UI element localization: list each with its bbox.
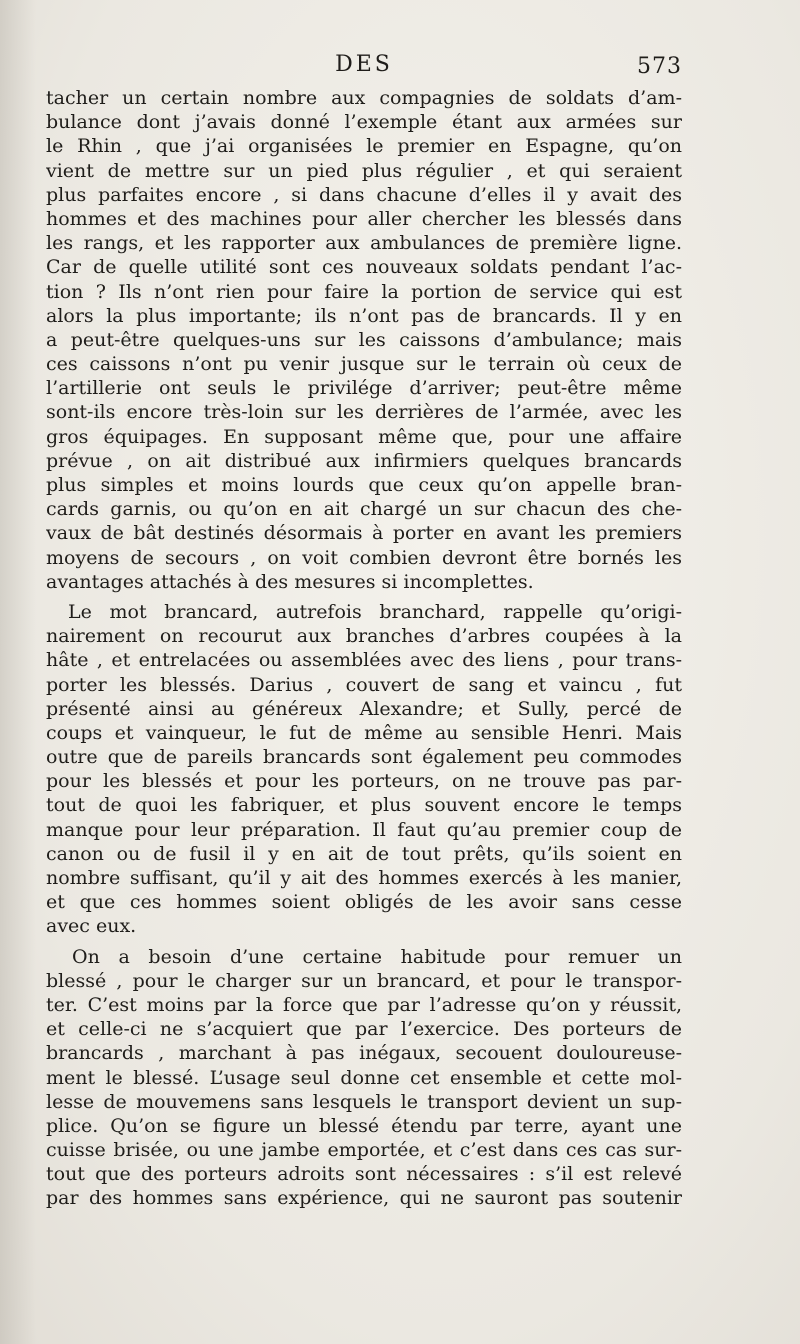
paragraph-1 [46,86,682,594]
text-line: avec eux. [46,915,137,938]
text-line: sont-ils encore très-loin sur les derrières de l’armée, avec les [46,401,682,424]
text-line: pour les blessés et pour les porteurs, on ne trouve pas par- [46,770,682,793]
text-line: brancards , marchant à pas inégaux, secouent douloureuse- [46,1042,682,1065]
text-line: hommes et des machines pour aller chercher les blessés dans [46,207,682,230]
text-line: les rangs, et les rapporter aux ambulances de première ligne. [46,232,682,255]
text-line: cards garnis, ou qu’on en ait chargé un sur chacun des che- [46,498,682,521]
text-line: l’artillerie ont seuls le privilége d’arriver; peut-être même [46,377,682,400]
text-line: porter les blessés. Darius , couvert de sang et vaincu , fut [46,673,682,696]
text-line: canon ou de fusil il y en ait de tout prêts, qu’ils soient en [46,842,682,865]
running-head-title: DES [335,52,393,77]
text-line: nombre suffisant, qu’il y ait des hommes exercés à les manier, [46,867,682,889]
text-line: le Rhin , que j’ai organisées le premier en Espagne, qu’on [46,135,682,158]
text-line: prévue , on ait distribué aux infirmiers quelques brancards [46,449,682,472]
text-line: avantages attachés à des mesures si incomplettes. [46,570,534,593]
text-line: ter. C’est moins par la force que par l’adresse qu’on y réussit, [46,993,682,1016]
text-line: vient de mettre sur un pied plus régulier , et qui seraient [46,159,682,182]
text-line: alors la plus importante; ils n’ont pas de brancards. Il y en [46,304,682,327]
text-line: bulance dont j’avais donné l’exemple étant aux armées sur [46,111,682,134]
text-line: ces caissons n’ont pu venir jusque sur le terrain où ceux de [46,353,682,376]
text-line: nairement on recourut aux branches d’arbres coupées à la [46,625,682,648]
text-line: coups et vainqueur, le fut de même au sensible Henri. Mais [46,721,682,744]
text-line: gros équipages. En supposant même que, pour une affaire [46,425,682,448]
page-number: 573 [637,54,682,79]
text-line: Car de quelle utilité sont ces nouveaux soldats pendant l’ac- [46,256,682,279]
text-line: manque pour leur préparation. Il faut qu’au premier coup de [46,818,682,841]
text-line: ment le blessé. L’usage seul donne cet ensemble et cette mol- [46,1066,682,1089]
text-line: plus parfaites encore , si dans chacune d’elles il y avait des [46,183,682,206]
text-line: moyens de secours , on voit combien devront être bornés les [46,546,682,569]
text-line: vaux de bât destinés désormais à porter en avant les premiers [46,522,682,545]
text-line: blessé , pour le charger sur un brancard, et pour le transpor- [46,969,682,992]
text-line: plus simples et moins lourds que ceux qu’on appelle bran- [46,474,682,496]
text-line: a peut-être quelques-uns sur les caissons d’ambulance; mais [46,328,682,351]
text-line: tacher un certain nombre aux compagnies de soldats d’am- [46,87,682,109]
text-line: présenté ainsi au généreux Alexandre; et Sully, percé de [46,697,682,720]
text-line: tout de quoi les fabriquer, et plus souvent encore le temps [46,794,682,817]
text-line: tout que des porteurs adroits sont nécessaires : s’il est relevé [46,1163,682,1186]
text-line: Le mot brancard, autrefois branchard, rappelle qu’origi- [68,600,682,623]
body-text [46,86,682,1211]
running-head [46,52,682,86]
paragraph-3 [46,945,682,1211]
text-line: lesse de mouvemens sans lesquels le transport devient un sup- [46,1090,682,1113]
paragraph-2 [46,600,682,939]
text-line: plice. Qu’on se figure un blessé étendu par terre, ayant une [46,1114,682,1137]
text-line: et que ces hommes soient obligés de les avoir sans cesse [46,891,682,914]
text-line: hâte , et entrelacées ou assemblées avec des liens , pour trans- [46,649,682,672]
text-line: On a besoin d’une certaine habitude pour remuer un [72,945,682,968]
text-line: outre que de pareils brancards sont également peu commodes [46,746,682,769]
text-line: par des hommes sans expérience, qui ne sauront pas soutenir [46,1187,682,1210]
text-line: cuisse brisée, ou une jambe emportée, et c’est dans ces cas sur- [46,1139,682,1162]
text-line: tion ? Ils n’ont rien pour faire la portion de service qui est [46,280,682,303]
text-line: et celle-ci ne s’acquiert que par l’exercice. Des porteurs de [46,1018,682,1041]
